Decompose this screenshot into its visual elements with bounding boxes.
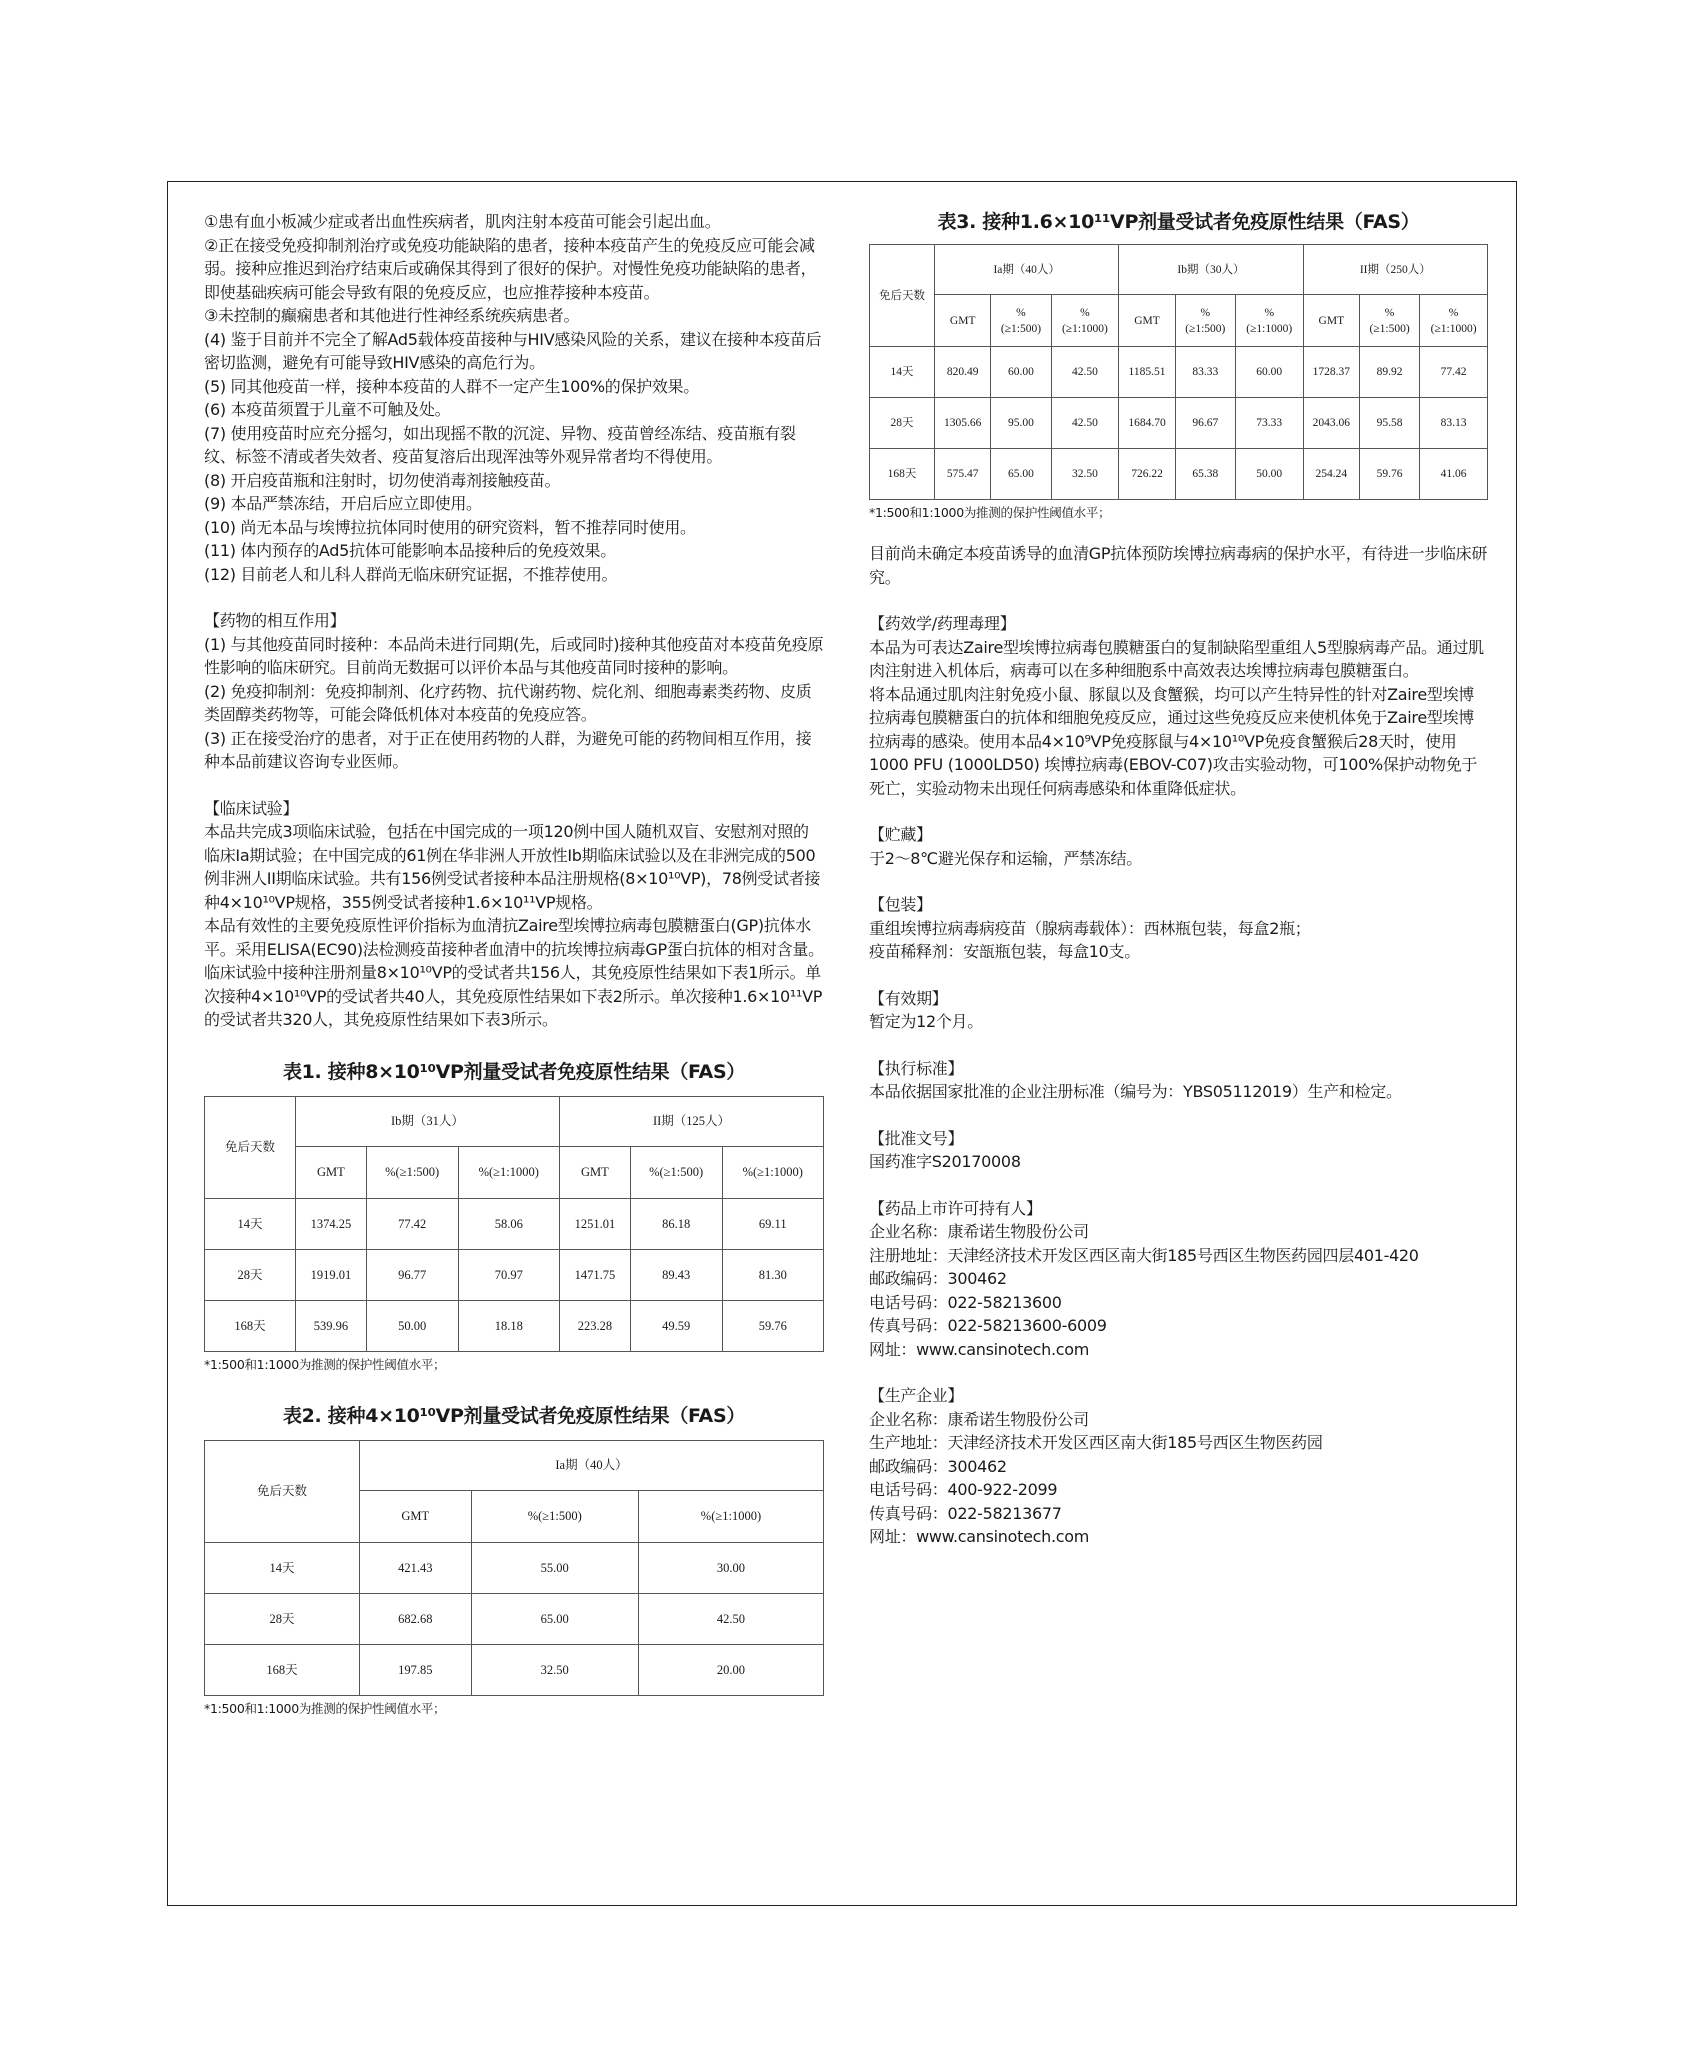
table-row <box>205 1593 824 1644</box>
value-cell: 42.50 <box>1051 347 1119 398</box>
value-cell: 42.50 <box>638 1593 823 1644</box>
table1-note: *1:500和1:1000为推测的保护性阈值水平； <box>204 1356 446 1372</box>
value-cell: 95.58 <box>1360 398 1420 449</box>
left-column <box>204 210 824 1718</box>
caution-item: ①患有血小板减少症或者出血性疾病者，肌肉注射本疫苗可能会引起出血。 <box>204 212 721 231</box>
caution-item: (9) 本品严禁冻结，开启后应立即使用。 <box>204 494 482 513</box>
value-cell: 223.28 <box>559 1300 630 1351</box>
value-cell: 55.00 <box>471 1542 638 1593</box>
table1-caption: 表1. 接种8×10¹⁰VP剂量受试者免疫原性结果（FAS） <box>282 1060 746 1083</box>
day-cell: 14天 <box>870 347 935 398</box>
day-cell: 168天 <box>205 1644 360 1695</box>
table3-caption: 表3. 接种1.6×10¹¹VP剂量受试者免疫原性结果（FAS） <box>937 211 1420 233</box>
value-cell: 197.85 <box>360 1644 472 1695</box>
caution-item: (4) 鉴于目前并不完全了解Ad5载体疫苗接种与HIV感染风险的关系，建议在接种本疫苗后密切监测，避免有可能导致HIV感染的高危行为。 <box>204 329 822 372</box>
day-cell: 168天 <box>870 449 935 500</box>
value-cell: 575.47 <box>935 449 991 500</box>
value-cell: 1728.37 <box>1303 347 1359 398</box>
caution-item: ③未控制的癫痫患者和其他进行性神经系统疾病患者。 <box>204 306 580 325</box>
interaction-item: (2) 免疫抑制剂：免疫抑制剂、化疗药物、抗代谢药物、烷化剂、细胞毒素类药物、皮质类固醇类药物等，可能会降低机体对本疫苗的免疫应答。 <box>204 681 812 724</box>
section-title-holder: 【药品上市许可持有人】 <box>869 1198 1042 1218</box>
validity-text: 暂定为12个月。 <box>869 1012 983 1031</box>
value-cell: 421.43 <box>360 1542 472 1593</box>
column-header: % (≥1:1000) <box>1235 295 1303 347</box>
section-title-package: 【包装】 <box>869 895 932 914</box>
column-header: % (≥1:1000) <box>1051 295 1119 347</box>
caution-item: (11) 体内预存的Ad5抗体可能影响本品接种后的免疫效果。 <box>204 541 616 560</box>
value-cell: 73.33 <box>1235 398 1303 449</box>
table2 <box>204 1440 824 1696</box>
value-cell: 18.18 <box>458 1300 559 1351</box>
value-cell: 69.11 <box>722 1198 823 1249</box>
table3 <box>869 244 1488 500</box>
column-header: GMT <box>360 1490 472 1542</box>
group-header: Ia期（40人） <box>935 245 1119 295</box>
holder-line: 注册地址：天津经济技术开发区西区南大街185号西区生物医药园四层401-420 <box>869 1245 1419 1265</box>
table2-note: *1:500和1:1000为推测的保护性阈值水平； <box>204 1700 446 1716</box>
caution-item: (10) 尚无本品与埃博拉抗体同时使用的研究资料，暂不推荐同时使用。 <box>204 517 696 537</box>
column-header: %(≥1:1000) <box>638 1490 823 1542</box>
value-cell: 820.49 <box>935 347 991 398</box>
section-title-clinical-trials: 【临床试验】 <box>204 798 299 818</box>
table2-caption: 表2. 接种4×10¹⁰VP剂量受试者免疫原性结果（FAS） <box>282 1404 746 1427</box>
value-cell: 86.18 <box>630 1198 722 1249</box>
table3-note: *1:500和1:1000为推测的保护性阈值水平； <box>869 505 1111 520</box>
value-cell: 1251.01 <box>559 1198 630 1249</box>
column-header: %(≥1:500) <box>630 1146 722 1198</box>
value-cell: 89.43 <box>630 1249 722 1300</box>
interaction-item: (1) 与其他疫苗同时接种：本品尚未进行同期(先，后或同时)接种其他疫苗对本疫苗免疫原性影响的临床研究。目前尚无数据可以评价本品与其他疫苗同时接种的影响。 <box>204 634 824 677</box>
day-cell: 14天 <box>205 1198 296 1249</box>
cautions-list <box>204 210 824 586</box>
standard-text: 本品依据国家批准的企业注册标准（编号为：YBS05112019）生产和检定。 <box>869 1082 1402 1101</box>
pharm-paragraph: 本品为可表达Zaire型埃博拉病毒包膜糖蛋白的复制缺陷型重组人5型腺病毒产品。通过肌肉注射进入机体后，病毒可以在多种细胞系中高效表达埃博拉病毒包膜糖蛋白。 <box>869 637 1484 680</box>
maker-line: 生产地址：天津经济技术开发区西区南大街185号西区生物医药园 <box>869 1433 1323 1452</box>
column-header: % (≥1:500) <box>991 295 1051 347</box>
group-header: Ia期（40人） <box>360 1440 824 1490</box>
value-cell: 539.96 <box>296 1300 367 1351</box>
value-cell: 254.24 <box>1303 449 1359 500</box>
maker-line: 传真号码：022-58213677 <box>869 1503 1062 1523</box>
approval-number: 国药准字S20170008 <box>869 1152 1021 1171</box>
table-row <box>870 449 1488 500</box>
value-cell: 1684.70 <box>1119 398 1175 449</box>
row-header-cell: 免后天数 <box>205 1440 360 1542</box>
value-cell: 726.22 <box>1119 449 1175 500</box>
value-cell: 96.77 <box>366 1249 458 1300</box>
value-cell: 96.67 <box>1175 398 1235 449</box>
value-cell: 49.59 <box>630 1300 722 1351</box>
value-cell: 30.00 <box>638 1542 823 1593</box>
table-row <box>205 1249 824 1300</box>
caution-item: (7) 使用疫苗时应充分摇匀，如出现摇不散的沉淀、异物、疫苗曾经冻结、疫苗瓶有裂纹、标签不清或者失效者、疫苗复溶后出现浑浊等外观异常者均不得使用。 <box>204 423 796 466</box>
day-cell: 28天 <box>870 398 935 449</box>
right-column <box>869 210 1488 1549</box>
value-cell: 59.76 <box>722 1300 823 1351</box>
maker-line: 网址：www.cansinotech.com <box>869 1527 1090 1546</box>
column-header: %(≥1:1000) <box>722 1146 823 1198</box>
maker-line: 电话号码：400-922-2099 <box>869 1480 1058 1499</box>
value-cell: 42.50 <box>1051 398 1119 449</box>
value-cell: 1919.01 <box>296 1249 367 1300</box>
column-header: GMT <box>1303 295 1359 347</box>
table-row <box>870 398 1488 449</box>
day-cell: 28天 <box>205 1249 296 1300</box>
day-cell: 14天 <box>205 1542 360 1593</box>
storage-text: 于2～8℃避光保存和运输，严禁冻结。 <box>869 848 1142 868</box>
value-cell: 95.00 <box>991 398 1051 449</box>
column-header: % (≥1:500) <box>1360 295 1420 347</box>
value-cell: 50.00 <box>1235 449 1303 500</box>
value-cell: 682.68 <box>360 1593 472 1644</box>
group-header: II期（125人） <box>559 1096 823 1146</box>
table-row <box>205 1198 824 1249</box>
section-title-storage: 【贮藏】 <box>869 825 932 844</box>
trial-paragraph: 本品共完成3项临床试验，包括在中国完成的一项120例中国人随机双盲、安慰剂对照的临床Ia期试验；在中国完成的61例在华非洲人开放性Ib期临床试验以及在非洲完成的500例非洲人II期临床试验。共有156例受试者接种本品注册规格(8×10¹⁰VP)，78例受试者接种4×10¹⁰VP规格，355例受试者接种1.6×10¹¹VP规格。 <box>204 822 821 912</box>
table-row <box>205 1644 824 1695</box>
maker-line: 企业名称：康希诺生物股份公司 <box>869 1409 1089 1429</box>
column-header: GMT <box>296 1146 367 1198</box>
interaction-item: (3) 正在接受治疗的患者，对于正在使用药物的人群，为避免可能的药物间相互作用，接种本品前建议咨询专业医师。 <box>204 728 812 771</box>
section-title-interactions: 【药物的相互作用】 <box>204 611 346 630</box>
pharm-paragraph: 将本品通过肌肉注射免疫小鼠、豚鼠以及食蟹猴，均可以产生特异性的针对Zaire型埃博拉病毒包膜糖蛋白的抗体和细胞免疫反应，通过这些免疫反应来使机体免于Zaire型埃博拉病毒的感染。使用本品4×10⁹VP免疫豚鼠与4×10¹⁰VP免疫食蟹猴后28天时，使用1000 PFU (1000LD50) 埃博拉病毒(EBOV-C07)攻击实验动物，可100%保护动物免于死亡，实验动物未出现任何病毒感染和体重降低症状。 <box>869 684 1478 798</box>
column-header: GMT <box>559 1146 630 1198</box>
value-cell: 77.42 <box>1420 347 1488 398</box>
value-cell: 65.00 <box>471 1593 638 1644</box>
trial-paragraph: 临床试验中接种注册剂量8×10¹⁰VP的受试者共156人，其免疫原性结果如下表1所示。单次接种4×10¹⁰VP的受试者共40人，其免疫原性结果如下表2所示。单次接种1.6×10¹¹VP的受试者共320人，其免疫原性结果如下表3所示。 <box>204 963 823 1029</box>
group-header: Ib期（31人） <box>296 1096 560 1146</box>
holder-line: 企业名称：康希诺生物股份公司 <box>869 1222 1089 1241</box>
value-cell: 1471.75 <box>559 1249 630 1300</box>
group-header: Ib期（30人） <box>1119 245 1303 295</box>
section-title-pharmacology: 【药效学/药理毒理】 <box>869 614 1016 633</box>
value-cell: 32.50 <box>1051 449 1119 500</box>
maker-line: 邮政编码：300462 <box>869 1456 1007 1476</box>
row-header-cell: 免后天数 <box>205 1096 296 1198</box>
package-line: 疫苗稀释剂：安瓿瓶包装，每盒10支。 <box>869 942 1140 961</box>
value-cell: 65.00 <box>991 449 1051 500</box>
caution-item: (8) 开启疫苗瓶和注射时，切勿使消毒剂接触疫苗。 <box>204 470 561 490</box>
value-cell: 2043.06 <box>1303 398 1359 449</box>
value-cell: 60.00 <box>1235 347 1303 398</box>
trial-paragraph: 本品有效性的主要免疫原性评价指标为血清抗Zaire型埃博拉病毒包膜糖蛋白(GP)抗体水平。采用ELISA(EC90)法检测疫苗接种者血清中的抗埃博拉病毒GP蛋白抗体的相对含量。 <box>204 916 824 959</box>
holder-line: 传真号码：022-58213600-6009 <box>869 1316 1107 1335</box>
value-cell: 81.30 <box>722 1249 823 1300</box>
caution-item: (6) 本疫苗须置于儿童不可触及处。 <box>204 400 451 419</box>
value-cell: 59.76 <box>1360 449 1420 500</box>
section-title-standard: 【执行标准】 <box>869 1058 964 1078</box>
value-cell: 20.00 <box>638 1644 823 1695</box>
column-header: GMT <box>1119 295 1175 347</box>
value-cell: 1374.25 <box>296 1198 367 1249</box>
document-frame <box>167 181 1517 1906</box>
column-header: GMT <box>935 295 991 347</box>
row-header-cell: 免后天数 <box>870 245 935 347</box>
value-cell: 70.97 <box>458 1249 559 1300</box>
holder-line: 网址：www.cansinotech.com <box>869 1339 1090 1359</box>
value-cell: 32.50 <box>471 1644 638 1695</box>
day-cell: 28天 <box>205 1593 360 1644</box>
package-line: 重组埃博拉病毒病疫苗（腺病毒载体）：西林瓶包装，每盒2瓶； <box>869 918 1311 938</box>
value-cell: 50.00 <box>366 1300 458 1351</box>
caution-item: (12) 目前老人和儿科人群尚无临床研究证据，不推荐使用。 <box>204 564 618 584</box>
table1 <box>204 1096 824 1352</box>
column-header: %(≥1:1000) <box>458 1146 559 1198</box>
column-header: % (≥1:500) <box>1175 295 1235 347</box>
section-title-maker: 【生产企业】 <box>869 1386 964 1405</box>
column-header: %(≥1:500) <box>366 1146 458 1198</box>
value-cell: 77.42 <box>366 1198 458 1249</box>
value-cell: 58.06 <box>458 1198 559 1249</box>
table-row <box>870 347 1488 398</box>
value-cell: 89.92 <box>1360 347 1420 398</box>
day-cell: 168天 <box>205 1300 296 1351</box>
value-cell: 65.38 <box>1175 449 1235 500</box>
holder-line: 邮政编码：300462 <box>869 1269 1007 1288</box>
value-cell: 1305.66 <box>935 398 991 449</box>
column-header: %(≥1:500) <box>471 1490 638 1542</box>
value-cell: 60.00 <box>991 347 1051 398</box>
table-row <box>205 1300 824 1351</box>
group-header: II期（250人） <box>1303 245 1487 295</box>
value-cell: 83.13 <box>1420 398 1488 449</box>
table-row <box>205 1542 824 1593</box>
caution-item: (5) 同其他疫苗一样，接种本疫苗的人群不一定产生100%的保护效果。 <box>204 376 699 396</box>
value-cell: 41.06 <box>1420 449 1488 500</box>
value-cell: 1185.51 <box>1119 347 1175 398</box>
holder-line: 电话号码：022-58213600 <box>869 1292 1062 1312</box>
column-header: % (≥1:1000) <box>1420 295 1488 347</box>
value-cell: 83.33 <box>1175 347 1235 398</box>
section-title-approval: 【批准文号】 <box>869 1128 964 1148</box>
gp-note: 目前尚未确定本疫苗诱导的血清GP抗体预防埃博拉病毒病的保护水平，有待进一步临床研究。 <box>869 544 1488 587</box>
section-title-validity: 【有效期】 <box>869 988 948 1008</box>
caution-item: ②正在接受免疫抑制剂治疗或免疫功能缺陷的患者，接种本疫苗产生的免疫反应可能会减弱。接种应推迟到治疗结束后或确保其得到了很好的保护。对慢性免疫功能缺陷的患者，即使基础疾病可能会导致有限的免疫反应，也应推荐接种本疫苗。 <box>204 235 817 302</box>
